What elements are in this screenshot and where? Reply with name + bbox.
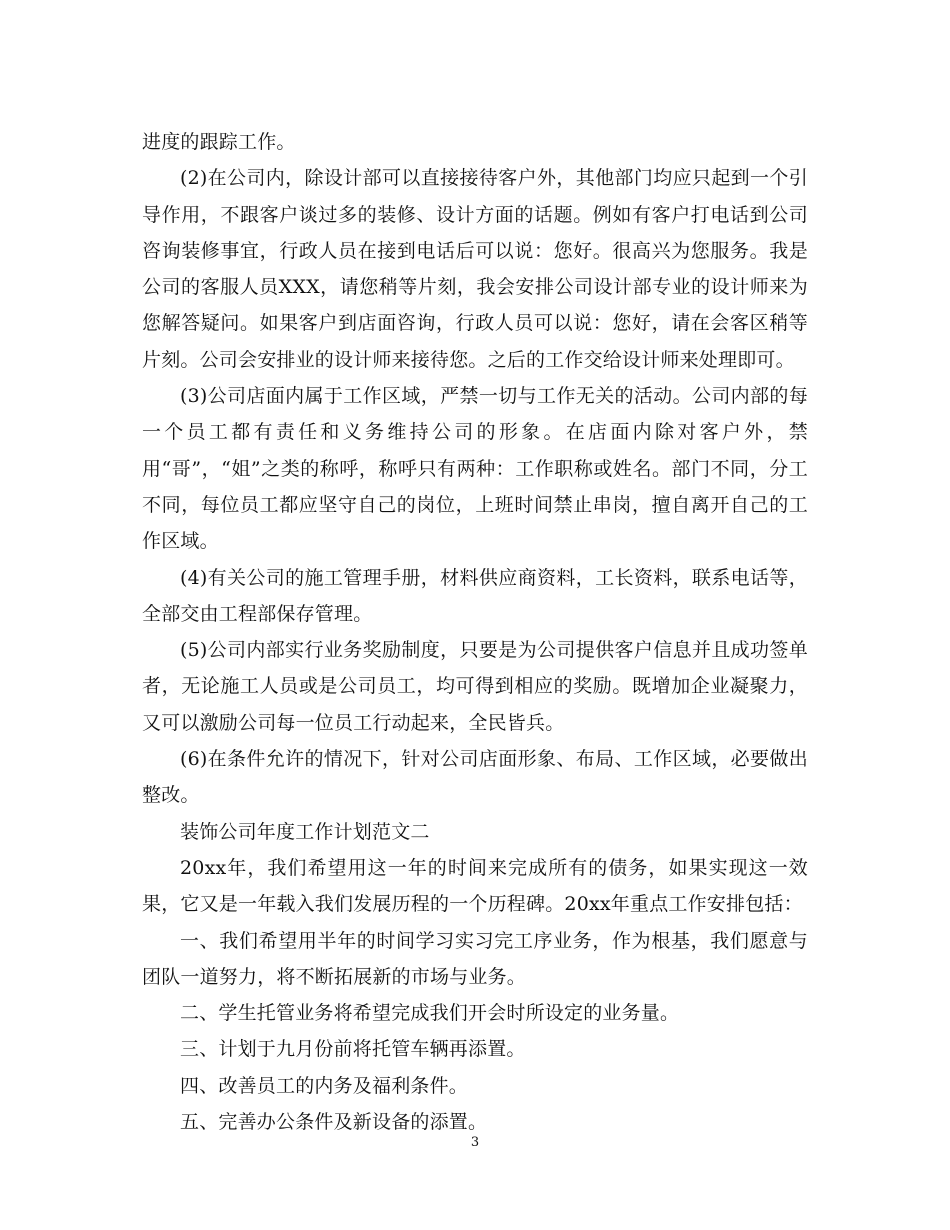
section-heading: 装饰公司年度工作计划范文二 (180, 820, 430, 843)
plan-item-3: 三、计划于九月份前将托管车辆再添置。 (180, 1038, 526, 1061)
paragraph-continuation: 进度的跟踪工作。 (142, 131, 296, 153)
plan-item-4: 四、改善员工的内务及福利条件。 (180, 1074, 469, 1097)
paragraph-item-3: (3)公司店面内属于工作区域，严禁一切与工作无关的活动。公司内部的每一个员工都有责任和义务维持公司的形象。在店面内除对客户外，禁用“哥”，“姐”之类的称呼，称呼只有两种：工作职称或姓名。部门不同，分工不同，每位员工都应坚守自己的岗位，上班时间禁止串岗，擅自离开自己的工作区域。 (142, 385, 808, 553)
paragraph-item-6: (6)在条件允许的情况下，针对公司店面形象、布局、工作区域，必要做出整改。 (142, 748, 808, 807)
plan-item-5: 五、完善办公条件及新设备的添置。 (180, 1111, 488, 1134)
page-number: 3 (470, 1135, 480, 1150)
paragraph-item-4: (4)有关公司的施工管理手册，材料供应商资料，工长资料，联系电话等，全部交由工程部保存管理。 (142, 566, 808, 625)
paragraph-item-2: (2)在公司内，除设计部可以直接接待客户外，其他部门均应只起到一个引导作用，不跟客户谈过多的装修、设计方面的话题。例如有客户打电话到公司咨询装修事宜，行政人员在接到电话后可以说：您好。很高兴为您服务。我是公司的客服人员XXX，请您稍等片刻，我会安排公司设计部专业的设计师来为您解答疑问。如果客户到店面咨询，行政人员可以说：您好，请在会客区稍等片刻。公司会安排业的设计师来接待您。之后的工作交给设计师来处理即可。 (142, 167, 808, 371)
document-body (142, 124, 808, 1140)
paragraph-intro: 20xx年，我们希望用这一年的时间来完成所有的债务，如果实现这一效果，它又是一年载入我们发展历程的一个历程碑。20xx年重点工作安排包括： (142, 856, 808, 916)
paragraph-item-5: (5)公司内部实行业务奖励制度，只要是为公司提供客户信息并且成功签单者，无论施工人员或是公司员工，均可得到相应的奖励。既增加企业凝聚力，又可以激励公司每一位员工行动起来，全民皆兵。 (142, 639, 808, 734)
plan-item-2: 二、学生托管业务将希望完成我们开会时所设定的业务量。 (180, 1002, 680, 1025)
plan-item-1: 一、我们希望用半年的时间学习实习完工序业务，作为根基，我们愿意与团队一道努力，将不断拓展新的市场与业务。 (142, 929, 808, 988)
